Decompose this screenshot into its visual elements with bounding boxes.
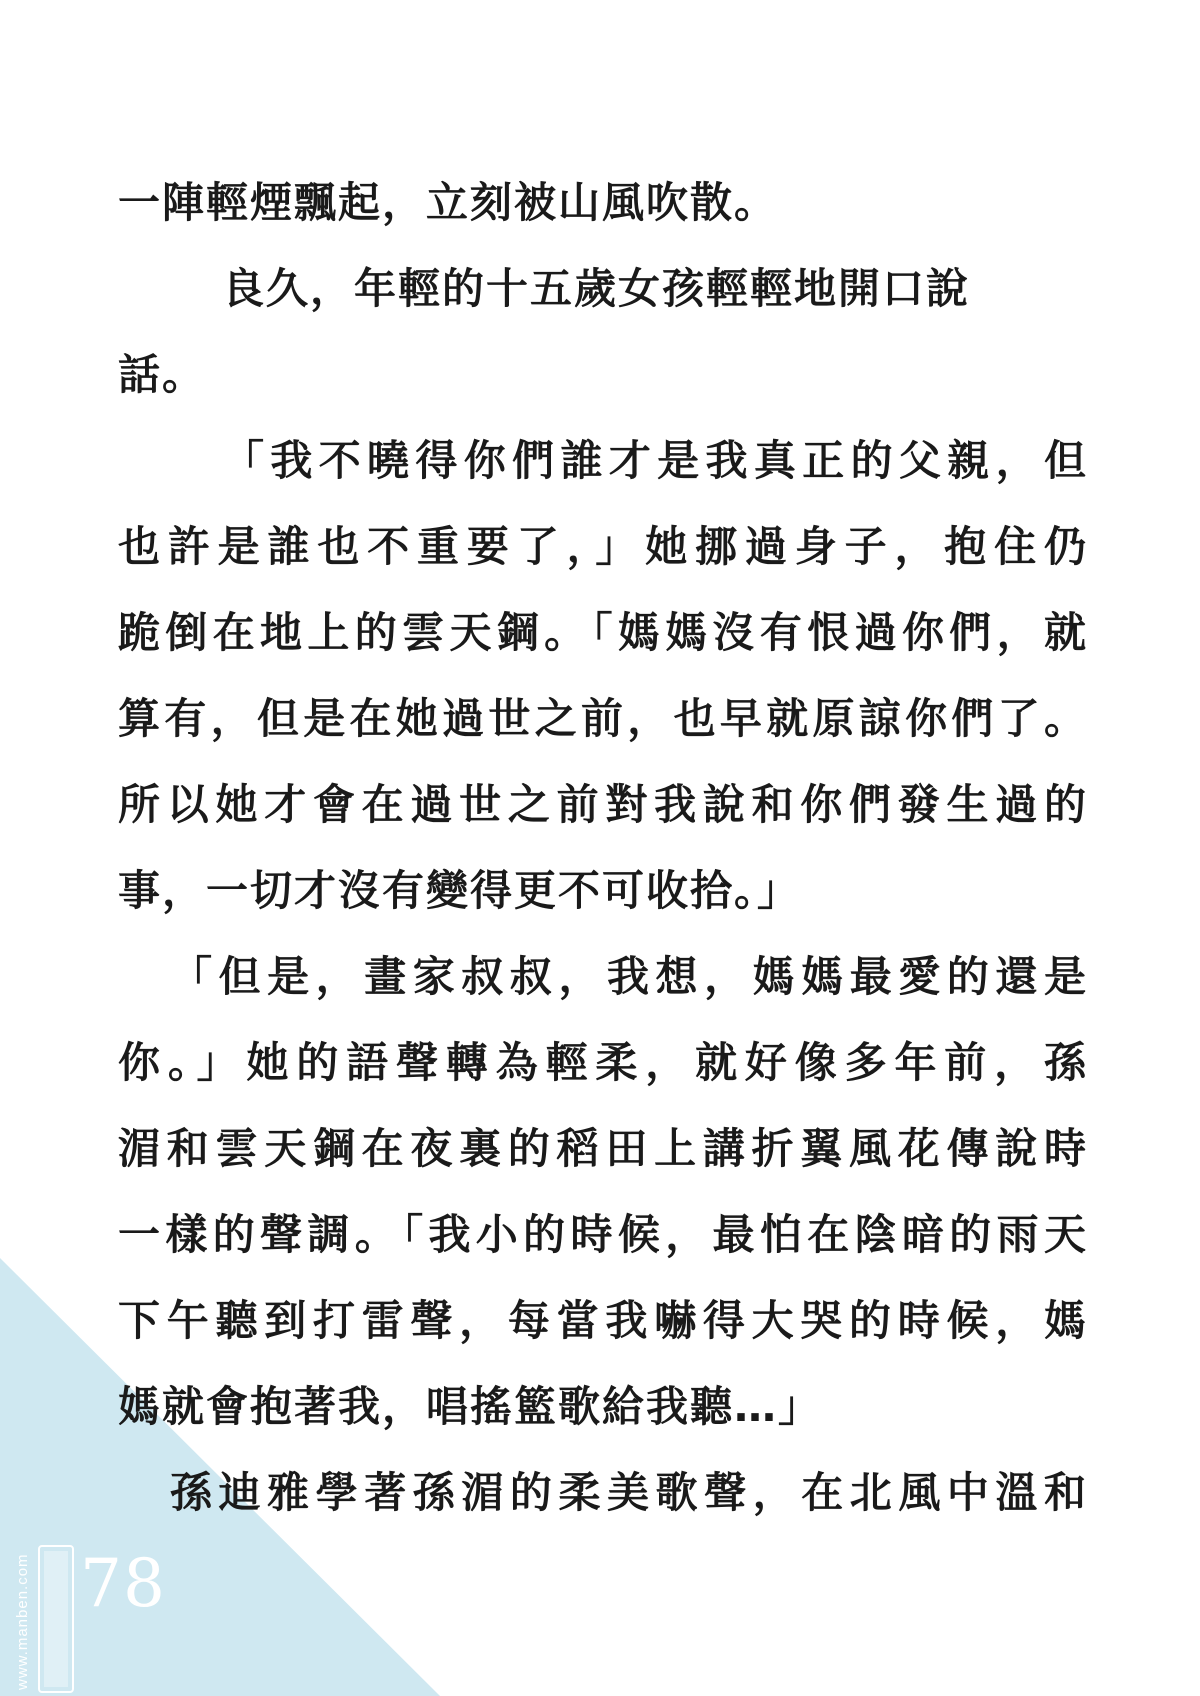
- text-line: 湄和雲天鋼在夜裏的稻田上講折翼風花傳說時: [118, 1124, 1088, 1173]
- text-line: 孫迪雅學著孫湄的柔美歌聲，在北風中溫和: [170, 1468, 1088, 1517]
- text-line: 下午聽到打雷聲，每當我嚇得大哭的時候，媽: [118, 1296, 1088, 1345]
- text-line: 良久，年輕的十五歲女孩輕輕地開口說: [222, 264, 971, 313]
- text-line: 事，一切才沒有變得更不可收拾。」: [118, 866, 802, 915]
- text-line: 算有，但是在她過世之前，也早就原諒你們了。: [118, 694, 1088, 743]
- text-line: 也許是誰也不重要了，」她挪過身子，抱住仍: [118, 522, 1088, 571]
- text-line: 一樣的聲調。「我小的時候，最怕在陰暗的雨天: [118, 1210, 1088, 1259]
- page-number: 78: [80, 1545, 166, 1622]
- text-line: 「但是，畫家叔叔，我想，媽媽最愛的還是: [170, 952, 1088, 1001]
- text-line: 所以她才會在過世之前對我說和你們發生過的: [118, 780, 1088, 829]
- text-line: 你。」她的語聲轉為輕柔，就好像多年前，孫: [118, 1038, 1088, 1087]
- watermark-logo: [38, 1545, 74, 1693]
- watermark-url: www.manben.com: [14, 1553, 31, 1690]
- body-text: [118, 160, 1088, 1536]
- text-line: 媽就會抱著我，唱搖籃歌給我聽…」: [118, 1382, 823, 1431]
- text-line: 話。: [118, 350, 207, 399]
- watermark-logo-mark: [44, 1551, 68, 1687]
- text-line: 一陣輕煙飄起，立刻被山風吹散。: [118, 178, 779, 227]
- text-line: 「我不曉得你們誰才是我真正的父親，但: [222, 436, 1088, 485]
- text-line: 跪倒在地上的雲天鋼。「媽媽沒有恨過你們，就: [118, 608, 1088, 657]
